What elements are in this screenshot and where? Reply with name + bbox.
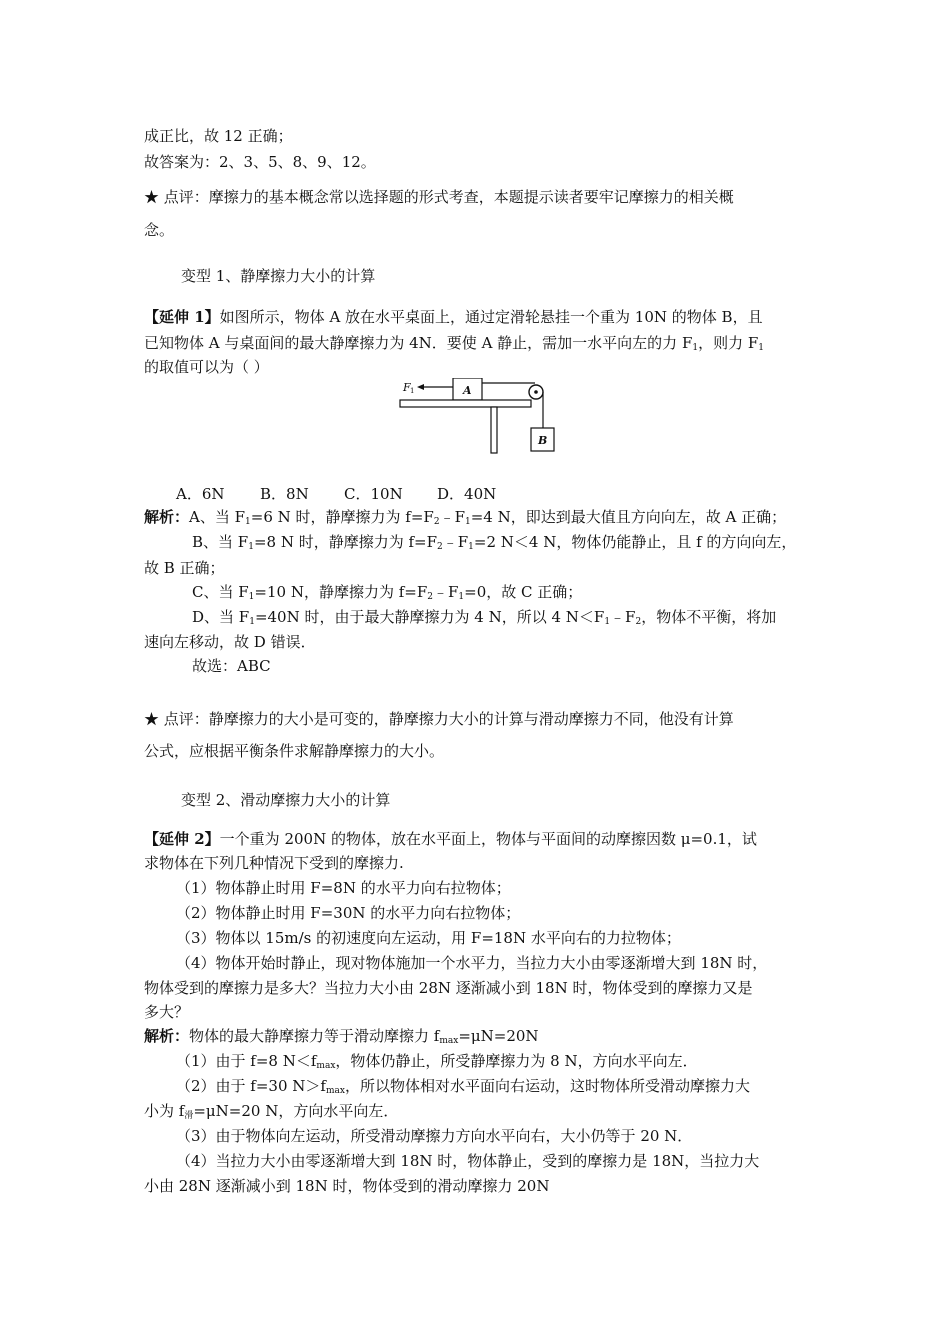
solution-line <box>144 1101 398 1126</box>
question-line: 多大？ <box>144 1003 190 1021</box>
solution-line: 小由 28N 逐渐减小到 18N 时，物体受到的滑动摩擦力 20N <box>144 1177 550 1195</box>
solution-text: =8 N 时，静摩擦力为 f=F <box>253 533 438 551</box>
solution-text: =μN=20 N，方向水平向左． <box>193 1102 399 1120</box>
solution-text: A、当 F <box>189 508 246 526</box>
problem-text: 如图所示，物体 A 放在水平桌面上，通过定滑轮悬挂一个重为 10N 的物体 B，且 <box>219 308 763 326</box>
solution-tag: 解析： <box>144 508 190 526</box>
solution-line: 故 B 正确； <box>144 559 225 577</box>
section-heading: 变型 2、滑动摩擦力大小的计算 <box>181 791 391 809</box>
subscript: 2 <box>433 517 440 527</box>
solution-text: ﹣F <box>439 508 465 526</box>
problem-tag: 【延伸 2】 <box>144 830 220 848</box>
question-line: （2）物体静止时用 F=30N 的水平力向右拉物体； <box>176 904 521 922</box>
solution-line <box>192 607 776 632</box>
subscript: 1 <box>692 343 699 353</box>
pulley-axle <box>534 390 538 394</box>
solution-line: （4）当拉力大小由零逐渐增大到 18N 时，物体静止，受到的摩擦力是 18N，当拉力大 <box>176 1152 760 1170</box>
solution-line <box>144 1026 539 1051</box>
subscript: max <box>325 1086 345 1096</box>
subscript: 1 <box>248 542 254 552</box>
subscript: 1 <box>758 343 765 353</box>
force-label-subscript: 1 <box>410 387 415 395</box>
comment-line: 念。 <box>144 221 175 239</box>
force-label: F <box>403 381 411 394</box>
question-line: （3）物体以 15m/s 的初速度向左运动，用 F=18N 水平向右的力拉物体； <box>176 929 681 947</box>
subscript: 1 <box>249 617 255 627</box>
text-line: 故答案为：2、3、5、8、9、12。 <box>144 153 376 171</box>
solution-text: 小为 f <box>144 1102 185 1120</box>
solution-line <box>176 1051 698 1076</box>
solution-text: =6 N 时，静摩擦力为 f=F <box>250 508 434 526</box>
table-leg <box>491 407 497 453</box>
block-a-label: A <box>463 384 472 397</box>
solution-text: B、当 F <box>192 533 249 551</box>
solution-text: =2 N＜4 N，物体仍能静止，且 f 的方向向左， <box>473 533 797 551</box>
option-d: D．40N <box>437 485 497 503</box>
block-b-label: B <box>538 434 548 447</box>
problem-line: 的取值可以为（ ） <box>144 358 269 376</box>
problem-tag: 【延伸 1】 <box>144 308 220 326</box>
solution-tag: 解析： <box>144 1027 190 1045</box>
option-a: A．6N <box>176 485 225 503</box>
subscript: 2 <box>427 592 433 602</box>
solution-text: （2）由于 f=30 N＞f <box>176 1077 326 1095</box>
solution-text: ﹣F <box>610 608 636 626</box>
solution-text: =40N 时，由于最大静摩擦力为 4 N，所以 4 N＜F <box>254 608 605 626</box>
problem-line: 求物体在下列几种情况下受到的摩擦力. <box>144 854 404 872</box>
force-arrowhead <box>417 384 424 390</box>
option-b: B．8N <box>260 485 309 503</box>
subscript: 1 <box>465 517 471 527</box>
subscript: 2 <box>635 617 642 627</box>
subscript: max <box>316 1061 336 1071</box>
subscript: 1 <box>468 542 474 552</box>
solution-text: =10 N，静摩擦力为 f=F <box>254 583 428 601</box>
solution-text: =4 N，即达到最大值且方向向左，故 A 正确； <box>470 508 787 526</box>
subscript: 1 <box>458 592 465 602</box>
solution-line <box>192 582 582 607</box>
option-c: C．10N <box>344 485 403 503</box>
solution-text: =μN=20N <box>458 1027 539 1045</box>
solution-line <box>192 532 796 557</box>
comment-line: ★ 点评：摩擦力的基本概念常以选择题的形式考查，本题提示读者要牢记摩擦力的相关概 <box>144 188 734 206</box>
solution-text: ﹣F <box>432 583 459 601</box>
question-line: （4）物体开始时静止，现对物体施加一个水平力，当拉力大小由零逐渐增大到 18N 时， <box>176 954 768 972</box>
solution-line: （3）由于物体向左运动，所受滑动摩擦力方向水平向右，大小仍等于 20 N． <box>176 1127 693 1145</box>
subscript: 1 <box>248 592 255 602</box>
solution-line: 速向左移动，故 D 错误． <box>144 633 316 651</box>
text-line: 成正比，故 12 正确； <box>144 127 293 145</box>
problem-line <box>144 307 763 327</box>
solution-text: C、当 F <box>192 583 249 601</box>
table-top <box>400 400 531 407</box>
answer-line: 故选：ABC <box>192 657 271 675</box>
problem-line <box>144 829 757 849</box>
subscript: max <box>439 1036 459 1046</box>
problem-text: 已知物体 A 与桌面间的最大静摩擦力为 4N．要使 A 静止，需加一水平向左的力 F <box>144 334 693 352</box>
solution-text: ，所以物体相对水平面向右运动，这时物体所受滑动摩擦力大 <box>344 1077 750 1095</box>
subscript: 滑 <box>184 1111 194 1121</box>
comment-line: 公式，应根据平衡条件求解静摩擦力的大小。 <box>144 742 445 760</box>
subscript: 1 <box>245 517 251 527</box>
comment-line: ★ 点评：静摩擦力的大小是可变的，静摩擦力大小的计算与滑动摩擦力不同，他没有计算 <box>144 710 734 728</box>
solution-text: ﹣F <box>442 533 469 551</box>
subscript: 2 <box>437 542 443 552</box>
question-line: （1）物体静止时用 F=8N 的水平力向右拉物体； <box>176 879 511 897</box>
solution-line <box>176 1076 750 1101</box>
question-line: 物体受到的摩擦力是多大？当拉力大小由 28N 逐渐减小到 18N 时，物体受到的摩擦力又是 <box>144 979 753 997</box>
subscript: 1 <box>604 617 611 627</box>
section-heading: 变型 1、静摩擦力大小的计算 <box>181 267 376 285</box>
solution-text: ，物体仍静止，所受静摩擦力为 8 N，方向水平向左． <box>335 1052 698 1070</box>
solution-line <box>144 507 786 532</box>
problem-text: 一个重为 200N 的物体，放在水平面上，物体与平面间的动摩擦因数 μ=0.1，试 <box>219 830 757 848</box>
pulley-diagram <box>398 378 558 458</box>
solution-text: D、当 F <box>192 608 250 626</box>
solution-text: =0，故 C 正确； <box>464 583 583 601</box>
problem-text: ，则力 F <box>698 334 759 352</box>
solution-text: 物体的最大静摩擦力等于滑动摩擦力 f <box>189 1027 440 1045</box>
solution-text: ，物体不平衡，将加 <box>641 608 777 626</box>
solution-text: （1）由于 f=8 N＜f <box>176 1052 317 1070</box>
problem-line <box>144 333 764 358</box>
